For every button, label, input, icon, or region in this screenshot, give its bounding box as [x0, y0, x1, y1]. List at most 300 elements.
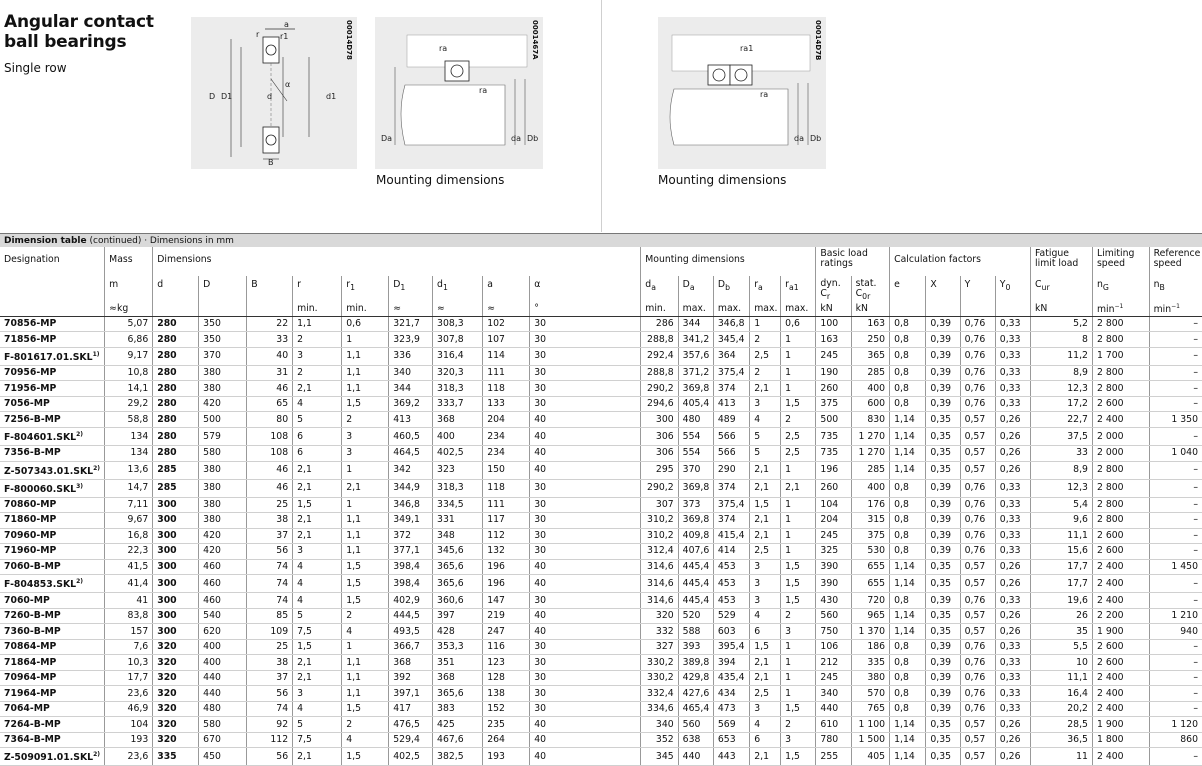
- cell-ra1: 1,5: [781, 748, 816, 766]
- cell-al: 40: [530, 608, 641, 624]
- cell-Cr: 245: [816, 528, 851, 544]
- designation-text: 7360-B-MP: [4, 625, 61, 637]
- cell-d: 320: [153, 639, 199, 655]
- cell-a: 117: [483, 513, 530, 529]
- designation-text: 71864-MP: [4, 656, 57, 668]
- table-band: [0, 234, 1202, 248]
- hdr-sym-nG-base: n: [1096, 279, 1103, 290]
- designation-text: 70860-MP: [4, 498, 57, 510]
- cell-D1: 323,9: [389, 332, 433, 348]
- cell-d1: 307,8: [433, 332, 483, 348]
- cell-r1: 1: [342, 639, 389, 655]
- cell-d1: 320,3: [433, 365, 483, 381]
- cell-nG: 2 400: [1092, 575, 1149, 593]
- cell-da: 334,6: [641, 701, 678, 717]
- hdr-sym-C0r: [851, 276, 889, 302]
- cell-B: 25: [247, 497, 293, 513]
- cell-D: 450: [199, 748, 247, 766]
- cell-des: [0, 427, 105, 445]
- cell-al: 30: [530, 365, 641, 381]
- band-subtitle: (continued) · Dimensions in mm: [86, 235, 234, 246]
- dimension-table-wrap: [0, 233, 1202, 766]
- cell-X: 0,39: [926, 639, 960, 655]
- table-row: [0, 381, 1202, 397]
- cell-B: 80: [247, 412, 293, 428]
- hdr-unit-Cur: kN: [1031, 302, 1093, 317]
- cell-X: 0,39: [926, 701, 960, 717]
- designation-text: Z-507343.01.SKL: [4, 465, 94, 477]
- cell-d1: 318,3: [433, 381, 483, 397]
- cell-ra: 3: [750, 396, 781, 412]
- cell-Y: 0,76: [960, 544, 995, 560]
- cell-X: 0,39: [926, 686, 960, 702]
- cell-des: [0, 593, 105, 609]
- cell-Cur: 8,9: [1031, 365, 1093, 381]
- cell-C0r: 285: [851, 365, 889, 381]
- cell-C0r: 315: [851, 513, 889, 529]
- cell-C0r: 1 270: [851, 446, 889, 462]
- cell-nB: 1 210: [1149, 608, 1202, 624]
- cell-ra1: 0,6: [781, 316, 816, 332]
- hdr-sym-Cur: [1031, 276, 1093, 302]
- cell-ra: 5: [750, 446, 781, 462]
- cell-Cr: 340: [816, 686, 851, 702]
- cell-a: 111: [483, 497, 530, 513]
- cell-a: 123: [483, 655, 530, 671]
- cell-Db: 415,4: [713, 528, 749, 544]
- designation-text: 71960-MP: [4, 545, 57, 557]
- table-row: [0, 608, 1202, 624]
- cell-ra: 2,5: [750, 544, 781, 560]
- cell-d1: 365,6: [433, 559, 483, 575]
- cell-d1: 365,6: [433, 575, 483, 593]
- hdr-sym-B: B: [247, 276, 293, 302]
- cell-Y0: 0,33: [995, 670, 1030, 686]
- cell-Db: 435,4: [713, 670, 749, 686]
- hdr-sym-Db-sub: b: [725, 282, 730, 292]
- cell-al: 30: [530, 670, 641, 686]
- hdr-unit-a: ≈: [483, 302, 530, 317]
- cell-a: 114: [483, 347, 530, 365]
- cell-da: 314,6: [641, 559, 678, 575]
- hdr-sym-Cr-base: C: [820, 288, 827, 299]
- hdr-unit-alpha: °: [530, 302, 641, 317]
- cell-Cr: 440: [816, 701, 851, 717]
- cell-nG: 2 000: [1092, 446, 1149, 462]
- cell-Y0: 0,33: [995, 316, 1030, 332]
- cell-Db: 529: [713, 608, 749, 624]
- cell-r1: 1,1: [342, 670, 389, 686]
- fig1-label-a: a: [284, 20, 289, 29]
- cell-Cr: 260: [816, 381, 851, 397]
- cell-Cr: 260: [816, 479, 851, 497]
- cell-nB: –: [1149, 528, 1202, 544]
- cell-Da: 440: [678, 748, 713, 766]
- fig1-label-r1: r1: [280, 32, 289, 41]
- cell-d: 280: [153, 412, 199, 428]
- cell-a: 147: [483, 593, 530, 609]
- cell-r: 6: [293, 446, 342, 462]
- cell-d: 280: [153, 381, 199, 397]
- cell-d1: 467,6: [433, 732, 483, 748]
- cell-Cur: 11,1: [1031, 528, 1093, 544]
- footnote-ref: 2): [93, 751, 100, 759]
- table-row: [0, 686, 1202, 702]
- cell-e: 0,8: [890, 365, 926, 381]
- cell-al: 30: [530, 528, 641, 544]
- cell-C0r: 400: [851, 381, 889, 397]
- cell-Y0: 0,26: [995, 717, 1030, 733]
- hdr-sym-Da: [678, 276, 713, 302]
- cell-ra: 2: [750, 365, 781, 381]
- cell-nG: 1 800: [1092, 732, 1149, 748]
- cell-ra: 2: [750, 332, 781, 348]
- cell-d1: 353,3: [433, 639, 483, 655]
- cell-Da: 344: [678, 316, 713, 332]
- cell-a: 247: [483, 624, 530, 640]
- cell-X: 0,35: [926, 559, 960, 575]
- cell-a: 128: [483, 670, 530, 686]
- cell-des: [0, 347, 105, 365]
- cell-D1: 342: [389, 461, 433, 479]
- cell-C0r: 163: [851, 316, 889, 332]
- cell-nB: –: [1149, 381, 1202, 397]
- hdr-unit-Db: max.: [713, 302, 749, 317]
- fig2-label-Db: Db: [527, 134, 539, 143]
- table-row: [0, 655, 1202, 671]
- cell-Cur: 36,5: [1031, 732, 1093, 748]
- cell-nG: 2 600: [1092, 655, 1149, 671]
- cell-D1: 368: [389, 655, 433, 671]
- cell-ra1: 1: [781, 461, 816, 479]
- hdr-unit-d1: ≈: [433, 302, 483, 317]
- cell-d: 300: [153, 575, 199, 593]
- fig2-code: 0001467A: [531, 20, 539, 60]
- cell-r1: 2: [342, 412, 389, 428]
- cell-Y: 0,76: [960, 528, 995, 544]
- cell-des: [0, 748, 105, 766]
- cell-D: 670: [199, 732, 247, 748]
- hdr-sym-D1-sub: 1: [400, 282, 406, 292]
- footnote-ref: 2): [76, 578, 84, 586]
- cell-Da: 588: [678, 624, 713, 640]
- cell-B: 92: [247, 717, 293, 733]
- page-subtitle: Single row: [4, 61, 67, 75]
- cell-r1: 1,1: [342, 655, 389, 671]
- cell-a: 111: [483, 365, 530, 381]
- cell-d: 285: [153, 479, 199, 497]
- mounting-figure-2: [658, 17, 826, 169]
- cell-D: 500: [199, 412, 247, 428]
- fig2-label-da: da: [511, 134, 521, 143]
- cell-D: 460: [199, 593, 247, 609]
- fig1-label-r: r: [256, 30, 260, 39]
- cell-da: 288,8: [641, 365, 678, 381]
- cell-nG: 2 800: [1092, 461, 1149, 479]
- cell-ra: 6: [750, 624, 781, 640]
- cell-d1: 368: [433, 670, 483, 686]
- header-row-symbols: [0, 276, 1202, 302]
- cell-Db: 375,4: [713, 497, 749, 513]
- hdr-basic-load-2: ratings: [820, 258, 853, 269]
- cell-nG: 2 800: [1092, 316, 1149, 332]
- cell-C0r: 720: [851, 593, 889, 609]
- hdr-sym-Y0: [995, 276, 1030, 302]
- cell-Db: 413: [713, 396, 749, 412]
- cell-B: 56: [247, 686, 293, 702]
- cell-X: 0,39: [926, 347, 960, 365]
- cell-D: 380: [199, 365, 247, 381]
- cell-Da: 370: [678, 461, 713, 479]
- cell-e: 1,14: [890, 575, 926, 593]
- cell-d: 280: [153, 347, 199, 365]
- cell-C0r: 176: [851, 497, 889, 513]
- hdr-sym-nB: [1149, 276, 1202, 302]
- cell-Y: 0,76: [960, 701, 995, 717]
- cell-Da: 371,2: [678, 365, 713, 381]
- cell-X: 0,39: [926, 670, 960, 686]
- cell-Y: 0,57: [960, 446, 995, 462]
- cell-C0r: 1 270: [851, 427, 889, 445]
- cell-Db: 374: [713, 381, 749, 397]
- cell-Db: 346,8: [713, 316, 749, 332]
- hdr-designation: Designation: [4, 254, 60, 265]
- cell-ra1: 1,5: [781, 559, 816, 575]
- hdr-unit-D1: ≈: [389, 302, 433, 317]
- cell-ra: 2,1: [750, 461, 781, 479]
- cell-d1: 348: [433, 528, 483, 544]
- cell-m: 58,8: [105, 412, 153, 428]
- cell-Y0: 0,26: [995, 412, 1030, 428]
- hdr-sym-Cr: [816, 276, 851, 302]
- cell-X: 0,35: [926, 427, 960, 445]
- designation-text: 7260-B-MP: [4, 610, 61, 622]
- hdr-unit-r: min.: [293, 302, 342, 317]
- cell-al: 30: [530, 497, 641, 513]
- hdr-sym-r: r: [293, 276, 342, 302]
- cell-des: [0, 701, 105, 717]
- cell-D1: 346,8: [389, 497, 433, 513]
- cell-Cur: 8: [1031, 332, 1093, 348]
- cell-B: 65: [247, 396, 293, 412]
- cell-a: 118: [483, 479, 530, 497]
- hdr-sym-Da-sub: a: [689, 282, 695, 292]
- cell-X: 0,35: [926, 748, 960, 766]
- hdr-sym-Y: Y: [960, 276, 995, 302]
- cell-Db: 453: [713, 593, 749, 609]
- cell-X: 0,39: [926, 593, 960, 609]
- cell-nB: 1 350: [1149, 412, 1202, 428]
- cell-X: 0,39: [926, 316, 960, 332]
- cell-X: 0,35: [926, 575, 960, 593]
- cell-da: 320: [641, 608, 678, 624]
- cell-al: 30: [530, 479, 641, 497]
- cell-B: 74: [247, 701, 293, 717]
- hdr-sym-C0r-sub: 0r: [862, 291, 871, 301]
- hdr-sym-da: [641, 276, 678, 302]
- cell-r1: 3: [342, 427, 389, 445]
- cell-Cr: 255: [816, 748, 851, 766]
- cell-Db: 453: [713, 575, 749, 593]
- designation-text: 7056-MP: [4, 398, 50, 410]
- cell-Cur: 35: [1031, 624, 1093, 640]
- cell-Da: 445,4: [678, 575, 713, 593]
- hdr-sym-d: d: [153, 276, 199, 302]
- cell-Y0: 0,33: [995, 655, 1030, 671]
- cell-Db: 566: [713, 446, 749, 462]
- cell-r1: 3: [342, 446, 389, 462]
- cell-Y: 0,76: [960, 593, 995, 609]
- cell-nB: –: [1149, 701, 1202, 717]
- table-row: [0, 396, 1202, 412]
- cell-a: 133: [483, 396, 530, 412]
- cell-Cur: 12,3: [1031, 381, 1093, 397]
- cell-nB: –: [1149, 544, 1202, 560]
- cell-ra1: 1: [781, 365, 816, 381]
- dimension-table: [0, 233, 1202, 766]
- table-body: [0, 316, 1202, 766]
- cell-des: [0, 670, 105, 686]
- designation-text: 71956-MP: [4, 382, 57, 394]
- cell-e: 0,8: [890, 396, 926, 412]
- cell-m: 10,8: [105, 365, 153, 381]
- cell-D1: 344: [389, 381, 433, 397]
- cell-r: 3: [293, 544, 342, 560]
- hdr-sym-stat: stat.: [855, 278, 877, 289]
- cell-ra: 1,5: [750, 639, 781, 655]
- cell-nG: 2 400: [1092, 412, 1149, 428]
- cell-ra1: 1: [781, 381, 816, 397]
- cell-nG: 2 200: [1092, 608, 1149, 624]
- cell-Cur: 20,2: [1031, 701, 1093, 717]
- designation-text: 7256-B-MP: [4, 413, 61, 425]
- cell-m: 14,7: [105, 479, 153, 497]
- cell-nB: –: [1149, 513, 1202, 529]
- fig3-code: 00014D7B: [814, 20, 822, 61]
- header-row-groups: [0, 247, 1202, 276]
- cell-d1: 316,4: [433, 347, 483, 365]
- cell-r: 3: [293, 686, 342, 702]
- cell-d: 320: [153, 717, 199, 733]
- footnote-ref: 3): [76, 482, 84, 490]
- hdr-unit-e: [890, 302, 926, 317]
- cell-m: 17,7: [105, 670, 153, 686]
- cell-al: 30: [530, 639, 641, 655]
- cell-nB: 1 120: [1149, 717, 1202, 733]
- cell-al: 40: [530, 446, 641, 462]
- cell-D: 460: [199, 575, 247, 593]
- cell-C0r: 400: [851, 479, 889, 497]
- cell-al: 40: [530, 624, 641, 640]
- hdr-unit-nB-base: min: [1153, 303, 1172, 315]
- cell-Cr: 610: [816, 717, 851, 733]
- cell-ra1: 2,5: [781, 427, 816, 445]
- hdr-sym-nG: [1092, 276, 1149, 302]
- cell-B: 25: [247, 639, 293, 655]
- cell-nG: 2 600: [1092, 544, 1149, 560]
- cell-da: 332: [641, 624, 678, 640]
- cell-nB: –: [1149, 670, 1202, 686]
- cell-D: 380: [199, 513, 247, 529]
- cell-r1: 4: [342, 624, 389, 640]
- cell-m: 6,86: [105, 332, 153, 348]
- cell-Db: 375,4: [713, 365, 749, 381]
- cell-D1: 398,4: [389, 575, 433, 593]
- cell-nB: –: [1149, 748, 1202, 766]
- hdr-fatigue-1: Fatigue: [1035, 248, 1069, 259]
- cell-al: 30: [530, 347, 641, 365]
- cell-D: 370: [199, 347, 247, 365]
- cell-B: 38: [247, 655, 293, 671]
- cell-d1: 334,5: [433, 497, 483, 513]
- cell-e: 0,8: [890, 593, 926, 609]
- designation-text: 7060-MP: [4, 594, 50, 606]
- cell-m: 16,8: [105, 528, 153, 544]
- cell-r: 5: [293, 608, 342, 624]
- cell-m: 83,8: [105, 608, 153, 624]
- hdr-sym-da-base: d: [645, 279, 652, 290]
- cell-al: 40: [530, 427, 641, 445]
- cell-al: 30: [530, 593, 641, 609]
- cell-Da: 429,8: [678, 670, 713, 686]
- cell-B: 38: [247, 513, 293, 529]
- cell-da: 288,8: [641, 332, 678, 348]
- cell-m: 29,2: [105, 396, 153, 412]
- cell-m: 134: [105, 446, 153, 462]
- cell-D1: 402,9: [389, 593, 433, 609]
- cell-X: 0,35: [926, 608, 960, 624]
- hdr-unit-D: [199, 302, 247, 317]
- designation-text: F-804853.SKL: [4, 579, 77, 591]
- cell-Y0: 0,33: [995, 686, 1030, 702]
- cell-al: 30: [530, 332, 641, 348]
- cell-nG: 2 400: [1092, 701, 1149, 717]
- cell-Cur: 16,4: [1031, 686, 1093, 702]
- cell-ra1: 1: [781, 639, 816, 655]
- designation-text: 71964-MP: [4, 687, 57, 699]
- cell-Cur: 11,1: [1031, 670, 1093, 686]
- table-row: [0, 732, 1202, 748]
- cell-Da: 407,6: [678, 544, 713, 560]
- cell-al: 40: [530, 732, 641, 748]
- cell-Da: 554: [678, 446, 713, 462]
- table-row: [0, 624, 1202, 640]
- cell-nB: –: [1149, 347, 1202, 365]
- table-row: [0, 316, 1202, 332]
- hdr-sym-r1-base: r: [346, 279, 351, 290]
- cell-B: 108: [247, 446, 293, 462]
- fig3-caption: Mounting dimensions: [658, 173, 787, 187]
- cell-nG: 1 900: [1092, 624, 1149, 640]
- cell-D1: 417: [389, 701, 433, 717]
- cell-Da: 393: [678, 639, 713, 655]
- hdr-unit-r1: min.: [342, 302, 389, 317]
- hdr-unit-d: [153, 302, 199, 317]
- cell-r: 4: [293, 593, 342, 609]
- cell-ra: 1,5: [750, 497, 781, 513]
- cell-D1: 476,5: [389, 717, 433, 733]
- bearing-section-drawing: [191, 17, 357, 169]
- cell-Y: 0,76: [960, 686, 995, 702]
- cell-nB: –: [1149, 575, 1202, 593]
- cell-X: 0,39: [926, 479, 960, 497]
- cell-des: [0, 544, 105, 560]
- cell-e: 0,8: [890, 347, 926, 365]
- cell-Y: 0,57: [960, 461, 995, 479]
- cell-Y0: 0,26: [995, 461, 1030, 479]
- cell-d1: 345,6: [433, 544, 483, 560]
- cell-e: 0,8: [890, 655, 926, 671]
